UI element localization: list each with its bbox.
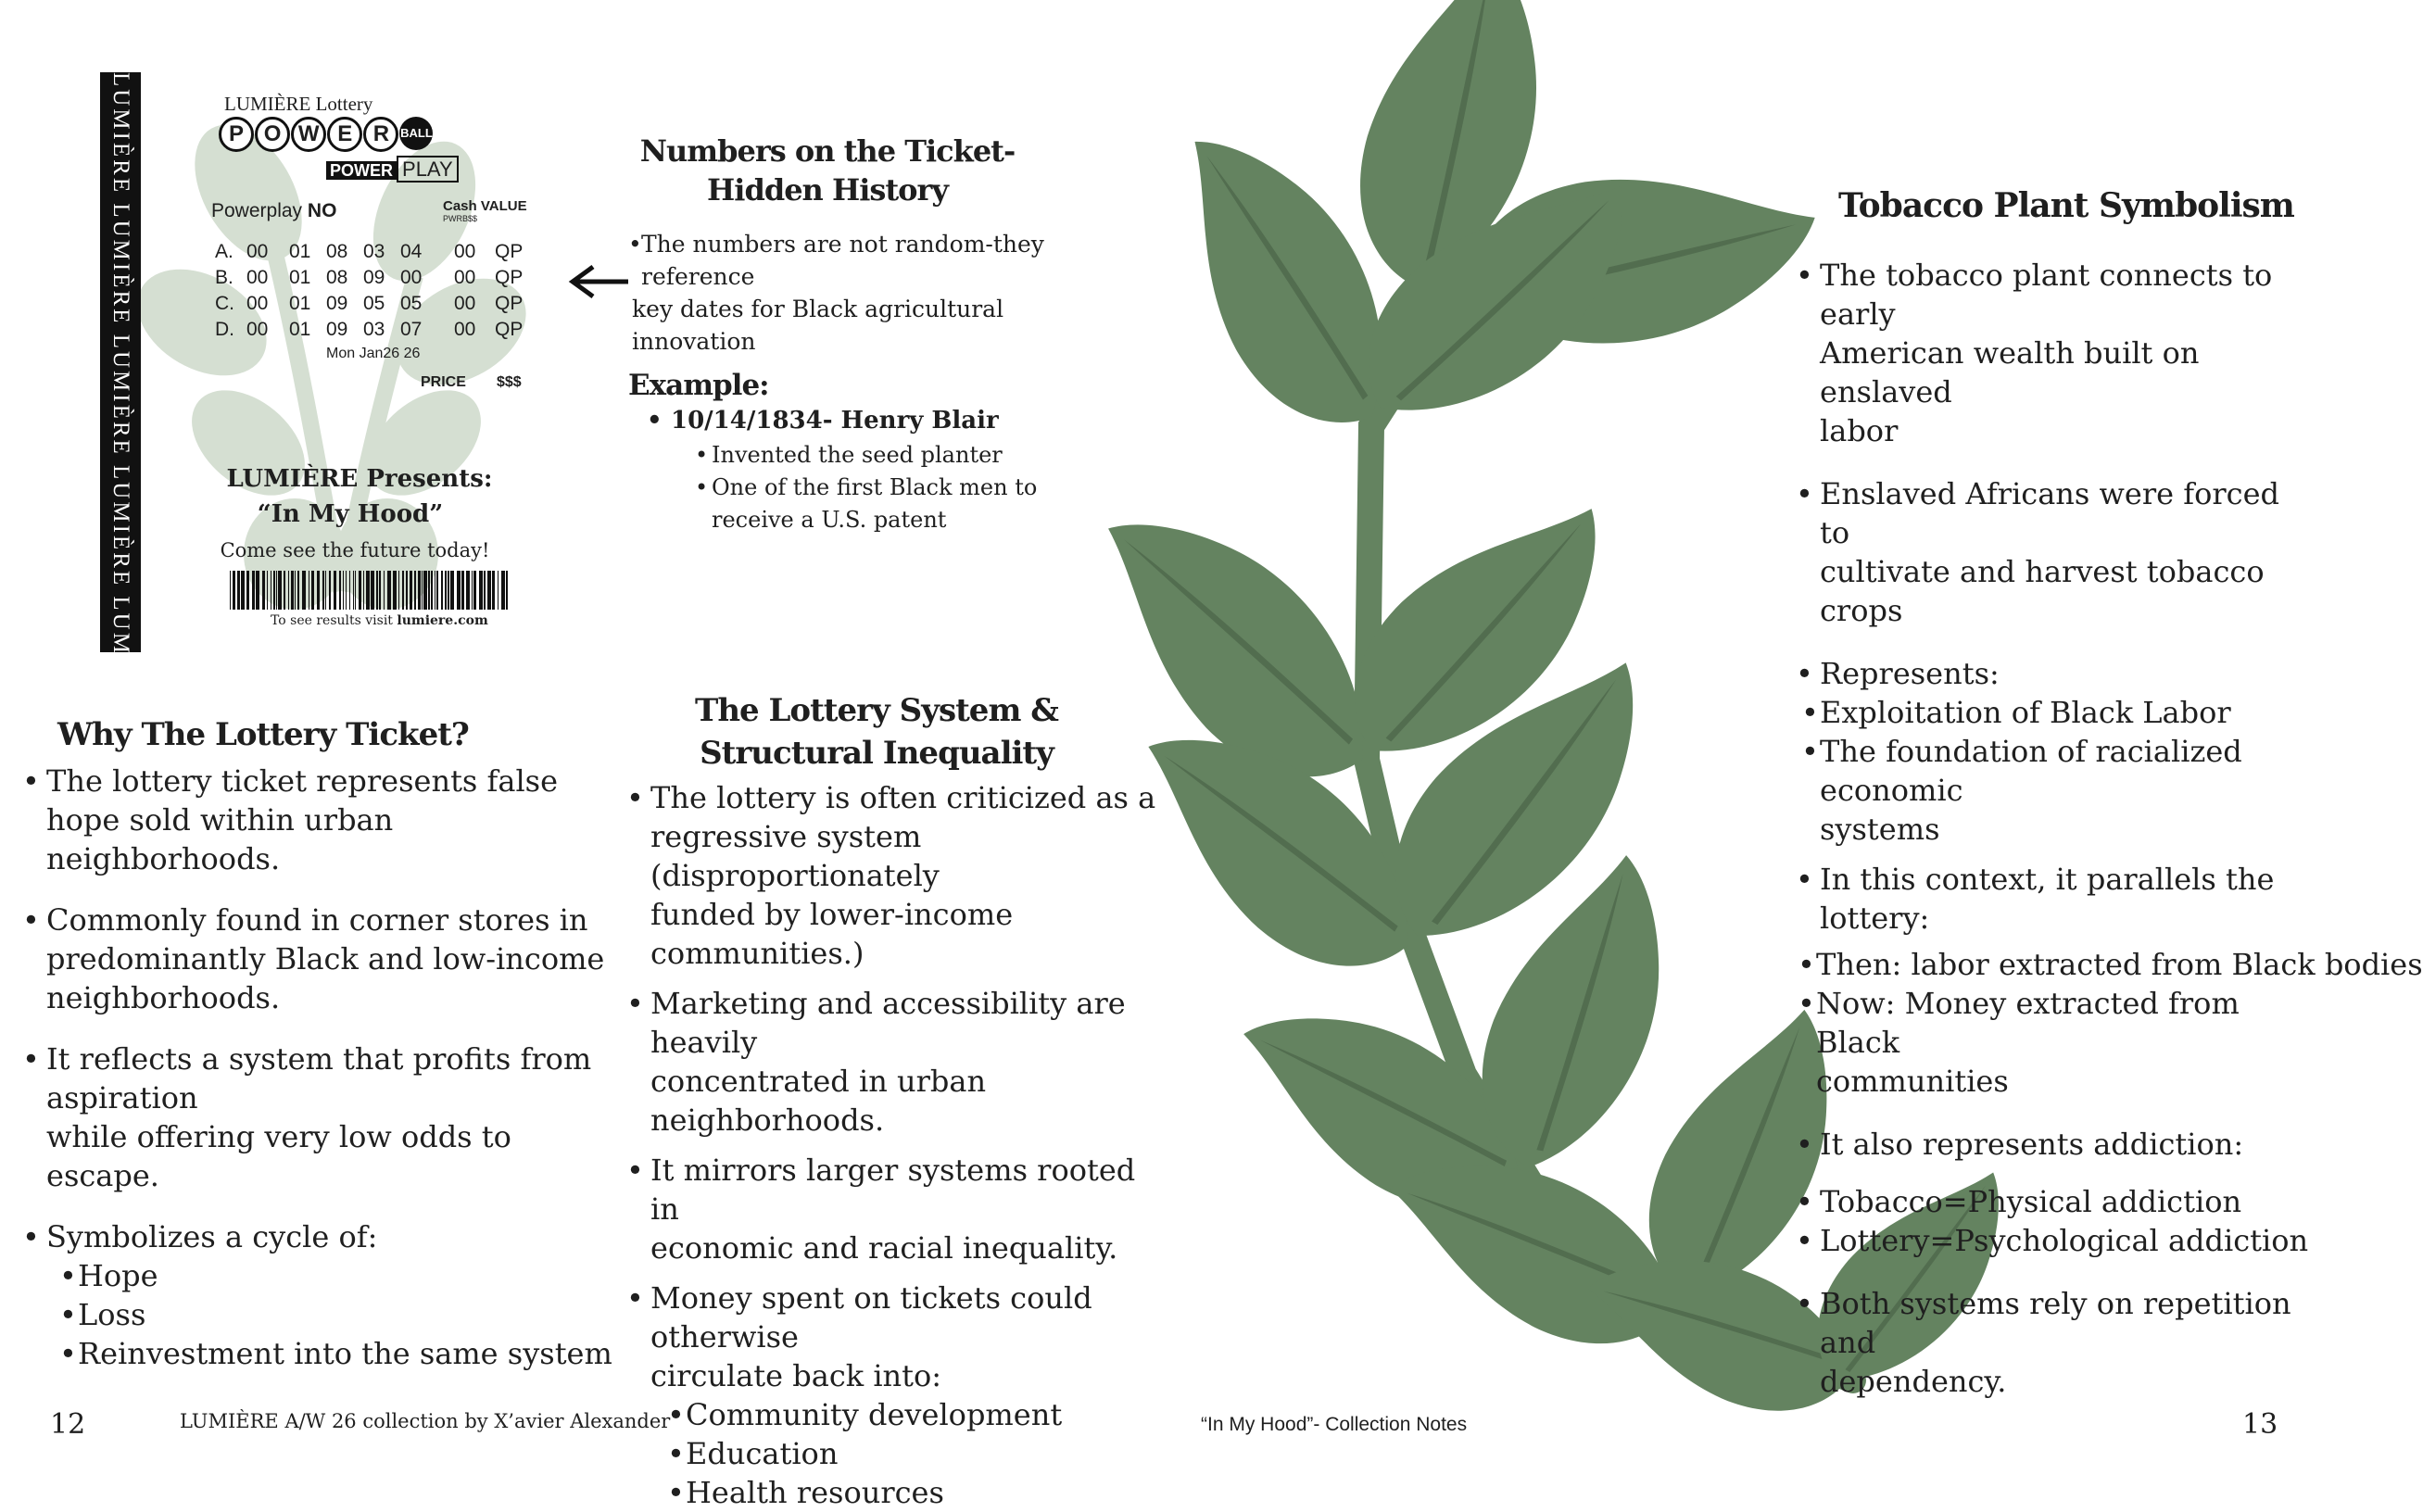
bullet-line: • It mirrors larger systems rooted in bbox=[650, 1153, 1136, 1227]
why-sub-bullet: • Reinvestment into the same system bbox=[59, 1334, 615, 1373]
row-letter: C. bbox=[215, 293, 234, 314]
why-bullet bbox=[22, 901, 615, 1017]
row-number: 09 bbox=[363, 267, 385, 288]
bullet-line: communities bbox=[1816, 1064, 2009, 1099]
row-qp: QP bbox=[495, 319, 524, 340]
ticket-side-strip bbox=[100, 72, 141, 719]
row-number: 00 bbox=[246, 293, 269, 314]
example-sub-cont: receive a U.S. patent bbox=[712, 507, 947, 533]
barcode-bar bbox=[406, 571, 408, 610]
row-number: 04 bbox=[400, 241, 423, 262]
ticket-number-rows bbox=[215, 239, 523, 343]
bullet-line: American wealth built on enslaved bbox=[1820, 335, 2200, 410]
row-number: 09 bbox=[326, 319, 348, 340]
barcode-bar bbox=[384, 571, 385, 610]
powerball-letter: E bbox=[327, 117, 362, 152]
numbers-title bbox=[628, 132, 1027, 209]
row-letter: D. bbox=[215, 319, 234, 340]
row-number: 01 bbox=[289, 241, 311, 262]
lottery-bullet bbox=[626, 778, 1164, 973]
tobacco-plant-illustration bbox=[1186, 19, 1890, 1427]
lottery-bullet bbox=[626, 1279, 1164, 1395]
barcode-bar bbox=[329, 571, 331, 610]
barcode-bar bbox=[431, 571, 433, 610]
cash-value: Cash VALUE bbox=[443, 198, 527, 214]
row-number: 05 bbox=[363, 293, 385, 314]
powerplay-value: NO bbox=[307, 200, 337, 221]
barcode-bar bbox=[450, 571, 454, 610]
powerball-logo bbox=[219, 117, 433, 152]
row-powerball: 00 bbox=[454, 241, 476, 262]
row-powerball: 00 bbox=[454, 267, 476, 288]
numbers-intro-line: • The numbers are not random-they reference bbox=[628, 228, 1110, 293]
arrow-left-icon bbox=[565, 263, 630, 300]
barcode-bar bbox=[410, 571, 412, 610]
bullet-line: • Commonly found in corner stores in bbox=[46, 902, 588, 938]
tobacco-bullet: • Represents: bbox=[1796, 654, 2315, 693]
price-value: $$$ bbox=[497, 374, 522, 390]
bullet-line: • It reflects a system that profits from aspiration bbox=[46, 1041, 592, 1115]
row-number: 00 bbox=[246, 267, 269, 288]
tobacco-sub-bullet: • Then: labor extracted from Black bodies bbox=[1798, 945, 2315, 984]
barcode-bar bbox=[379, 571, 381, 610]
barcode-bar bbox=[487, 571, 491, 610]
barcode-bar bbox=[371, 571, 374, 610]
barcode-bar bbox=[472, 571, 473, 610]
bullet-line: predominantly Black and low-income bbox=[46, 941, 605, 976]
powerplay-a: POWER bbox=[326, 161, 397, 180]
row-number: 03 bbox=[363, 319, 385, 340]
example-label: Example: bbox=[628, 369, 769, 402]
tobacco-bullet: • In this context, it parallels the lottery: bbox=[1796, 860, 2315, 938]
lottery-ticket bbox=[100, 72, 545, 719]
row-number: 08 bbox=[326, 267, 348, 288]
numbers-section bbox=[628, 132, 1110, 536]
tobacco-sub-bullet bbox=[1798, 984, 2315, 1101]
barcode-bar bbox=[339, 571, 341, 610]
powerball-letter: P bbox=[219, 117, 254, 152]
bullet-line: regressive system (disproportionately bbox=[650, 819, 940, 893]
powerplay-logo bbox=[326, 158, 459, 182]
tobacco-sub-bullet bbox=[1801, 732, 2315, 849]
ticket-row bbox=[215, 317, 523, 343]
barcode-bar bbox=[428, 571, 430, 610]
barcode-bar bbox=[457, 571, 461, 610]
barcode-bar bbox=[355, 571, 356, 610]
barcode-bar bbox=[276, 571, 277, 610]
results-site: lumiere.com bbox=[397, 613, 488, 628]
barcode-bar bbox=[297, 571, 299, 610]
lottery-bullet bbox=[626, 984, 1164, 1140]
barcode-bar bbox=[422, 571, 423, 610]
row-number: 05 bbox=[400, 293, 423, 314]
barcode-bar bbox=[479, 571, 483, 610]
row-qp: QP bbox=[495, 293, 524, 314]
bullet-line: • The tobacco plant connects to early bbox=[1820, 258, 2273, 332]
barcode-bar bbox=[291, 571, 294, 610]
lottery-sub-bullet: • Community development bbox=[667, 1395, 1164, 1434]
barcode-bar bbox=[484, 571, 486, 610]
numbers-intro-line: key dates for Black agricultural innovation bbox=[632, 296, 1004, 355]
barcode-bar bbox=[302, 571, 306, 610]
results-prefix: To see results visit bbox=[271, 613, 393, 628]
powerplay-line bbox=[211, 200, 336, 222]
barcode-bar bbox=[423, 571, 427, 610]
bullet-line: cultivate and harvest tobacco crops bbox=[1820, 554, 2265, 628]
barcode-bar bbox=[441, 571, 443, 610]
barcode-bar bbox=[278, 571, 282, 610]
numbers-title-line: Numbers on the Ticket- bbox=[639, 133, 1016, 169]
example-sub: • One of the first Black men to bbox=[695, 472, 1110, 504]
row-powerball: 00 bbox=[454, 293, 476, 314]
row-number: 01 bbox=[289, 319, 311, 340]
tobacco-bullet: • Lottery=Psychological addiction bbox=[1796, 1221, 2315, 1260]
example-sub: • Invented the seed planter bbox=[695, 439, 1110, 472]
ticket-side-text: LUMIÈRE LUMIÈRE LUMIÈRE LUMIÈRE LUMIÈRE bbox=[108, 72, 133, 719]
bullet-line: • Now: Money extracted from Black bbox=[1816, 986, 2240, 1060]
bullet-line: systems bbox=[1820, 812, 1940, 847]
bullet-line: neighborhoods. bbox=[46, 980, 281, 1015]
ticket-tagline: Come see the future today! bbox=[220, 539, 490, 561]
bullet-line: circulate back into: bbox=[650, 1358, 942, 1393]
barcode-bar bbox=[311, 571, 314, 610]
barcode-bar bbox=[349, 571, 350, 610]
barcode-bar bbox=[334, 571, 336, 610]
barcode-bar bbox=[363, 571, 364, 610]
numbers-title-line: Hidden History bbox=[707, 172, 948, 208]
lottery-title-line: The Lottery System & bbox=[695, 692, 1058, 729]
price-label: PRICE bbox=[421, 374, 466, 390]
barcode-bar bbox=[366, 571, 370, 610]
barcode-bar bbox=[273, 571, 275, 610]
barcode-bar bbox=[376, 571, 378, 610]
barcode-bar bbox=[501, 571, 505, 610]
barcode-bar bbox=[325, 571, 326, 610]
bullet-line: • Money spent on tickets could otherwise bbox=[650, 1280, 1092, 1354]
barcode-bar bbox=[402, 571, 404, 610]
bullet-line: • Enslaved Africans were forced to bbox=[1820, 476, 2279, 550]
row-qp: QP bbox=[495, 241, 524, 262]
barcode bbox=[230, 571, 517, 610]
barcode-bar bbox=[466, 571, 470, 610]
tobacco-bullet bbox=[1796, 256, 2315, 450]
row-number: 00 bbox=[246, 241, 269, 262]
why-bullet bbox=[22, 762, 615, 878]
bullet-line: funded by lower-income communities.) bbox=[650, 897, 1014, 971]
ticket-brand: LUMIÈRE Lottery bbox=[224, 93, 373, 115]
bullet-line: concentrated in urban neighborhoods. bbox=[650, 1064, 987, 1138]
ticket-row bbox=[215, 291, 523, 317]
barcode-bar bbox=[267, 571, 268, 610]
bullet-line: • The lottery ticket represents false bbox=[46, 763, 559, 799]
powerball-letter: O bbox=[255, 117, 290, 152]
barcode-bar bbox=[256, 571, 259, 610]
example-item: • 10/14/1834- Henry Blair bbox=[647, 402, 1110, 439]
row-number: 01 bbox=[289, 267, 311, 288]
tobacco-bullet: • Tobacco=Physical addiction bbox=[1796, 1182, 2315, 1221]
why-title: Why The Lottery Ticket? bbox=[57, 716, 469, 753]
powerball-letter: R bbox=[363, 117, 398, 152]
barcode-bar bbox=[359, 571, 361, 610]
page-number-right: 13 bbox=[2242, 1408, 2278, 1441]
lottery-title bbox=[626, 689, 1127, 775]
tobacco-bullet bbox=[1796, 474, 2315, 630]
numbers-intro bbox=[628, 228, 1110, 358]
barcode-bar bbox=[237, 571, 240, 610]
bullet-line: hope sold within urban neighborhoods. bbox=[46, 802, 394, 876]
barcode-bar bbox=[492, 571, 495, 610]
footer-credit: LUMIÈRE A/W 26 collection by X’avier Alexander bbox=[180, 1410, 671, 1432]
bullet-line: dependency. bbox=[1820, 1364, 2007, 1399]
row-powerball: 00 bbox=[454, 319, 476, 340]
barcode-bar bbox=[322, 571, 324, 610]
why-section bbox=[22, 713, 615, 1373]
cash-value-sub: PWRB$$ bbox=[443, 214, 478, 223]
lottery-title-line: Structural Inequality bbox=[700, 735, 1054, 772]
barcode-bar bbox=[343, 571, 344, 610]
row-number: 08 bbox=[326, 241, 348, 262]
row-number: 07 bbox=[400, 319, 423, 340]
barcode-bar bbox=[246, 571, 249, 610]
barcode-bar bbox=[393, 571, 397, 610]
tobacco-section bbox=[1796, 183, 2423, 1401]
row-letter: A. bbox=[215, 241, 233, 262]
lottery-sub-bullet: • Education bbox=[667, 1434, 1164, 1473]
why-bullet: • Symbolizes a cycle of: bbox=[22, 1217, 615, 1256]
barcode-bar bbox=[284, 571, 285, 610]
page-number-left: 12 bbox=[50, 1408, 86, 1441]
barcode-bar bbox=[418, 571, 421, 610]
ticket-results bbox=[271, 613, 488, 628]
row-number: 01 bbox=[289, 293, 311, 314]
ticket-row bbox=[215, 239, 523, 265]
barcode-bar bbox=[346, 571, 347, 610]
lottery-section bbox=[626, 689, 1164, 1512]
bullet-line: • Marketing and accessibility are heavily bbox=[650, 986, 1126, 1060]
bullet-line: economic and racial inequality. bbox=[650, 1230, 1118, 1266]
barcode-bar bbox=[262, 571, 265, 610]
barcode-bar bbox=[436, 571, 438, 610]
barcode-bar bbox=[353, 571, 354, 610]
barcode-bar bbox=[414, 571, 416, 610]
lottery-bullet bbox=[626, 1151, 1164, 1267]
powerball-letter: W bbox=[291, 117, 326, 152]
row-number: 00 bbox=[246, 319, 269, 340]
barcode-bar bbox=[398, 571, 399, 610]
ticket-show: “In My Hood” bbox=[257, 500, 444, 528]
barcode-bar bbox=[317, 571, 320, 610]
row-number: 00 bbox=[400, 267, 423, 288]
barcode-bar bbox=[506, 571, 508, 610]
bullet-line: while offering very low odds to escape. bbox=[46, 1119, 511, 1193]
barcode-bar bbox=[233, 571, 235, 610]
barcode-bar bbox=[252, 571, 255, 610]
ticket-row bbox=[215, 265, 523, 291]
barcode-bar bbox=[448, 571, 449, 610]
row-qp: QP bbox=[495, 267, 524, 288]
barcode-bar bbox=[387, 571, 391, 610]
barcode-bar bbox=[288, 571, 289, 610]
barcode-bar bbox=[445, 571, 447, 610]
bullet-line: • The foundation of racialized economic bbox=[1820, 734, 2242, 808]
powerplay-b: PLAY bbox=[397, 156, 459, 183]
tobacco-bullet: • It also represents addiction: bbox=[1796, 1125, 2315, 1164]
lottery-sub-bullet: • Health resources bbox=[667, 1473, 1164, 1512]
tobacco-sub-bullet: • Exploitation of Black Labor bbox=[1801, 693, 2315, 732]
why-sub-bullet: • Loss bbox=[59, 1295, 615, 1334]
why-bullet bbox=[22, 1040, 615, 1195]
powerplay-label: Powerplay bbox=[211, 200, 303, 221]
row-number: 03 bbox=[363, 241, 385, 262]
example-subs bbox=[695, 439, 1110, 536]
tobacco-bullet bbox=[1796, 1284, 2315, 1401]
row-number: 09 bbox=[326, 293, 348, 314]
bullet-line: • Both systems rely on repetition and bbox=[1820, 1286, 2291, 1360]
footer-notes: “In My Hood”- Collection Notes bbox=[1201, 1414, 1468, 1435]
powerball-ball-icon: BALL bbox=[399, 117, 433, 150]
barcode-bar bbox=[461, 571, 464, 610]
row-letter: B. bbox=[215, 267, 233, 288]
bullet-line: • The lottery is often criticized as a bbox=[650, 780, 1156, 815]
barcode-bar bbox=[295, 571, 296, 610]
barcode-bar bbox=[241, 571, 245, 610]
why-sub-bullet: • Hope bbox=[59, 1256, 615, 1295]
barcode-bar bbox=[473, 571, 476, 610]
tobacco-title: Tobacco Plant Symbolism bbox=[1838, 186, 2294, 225]
barcode-bar bbox=[230, 571, 231, 610]
ticket-date: Mon Jan26 26 bbox=[326, 346, 421, 361]
bullet-line: labor bbox=[1820, 413, 1899, 448]
ticket-presents: LUMIÈRE Presents: bbox=[226, 465, 493, 493]
